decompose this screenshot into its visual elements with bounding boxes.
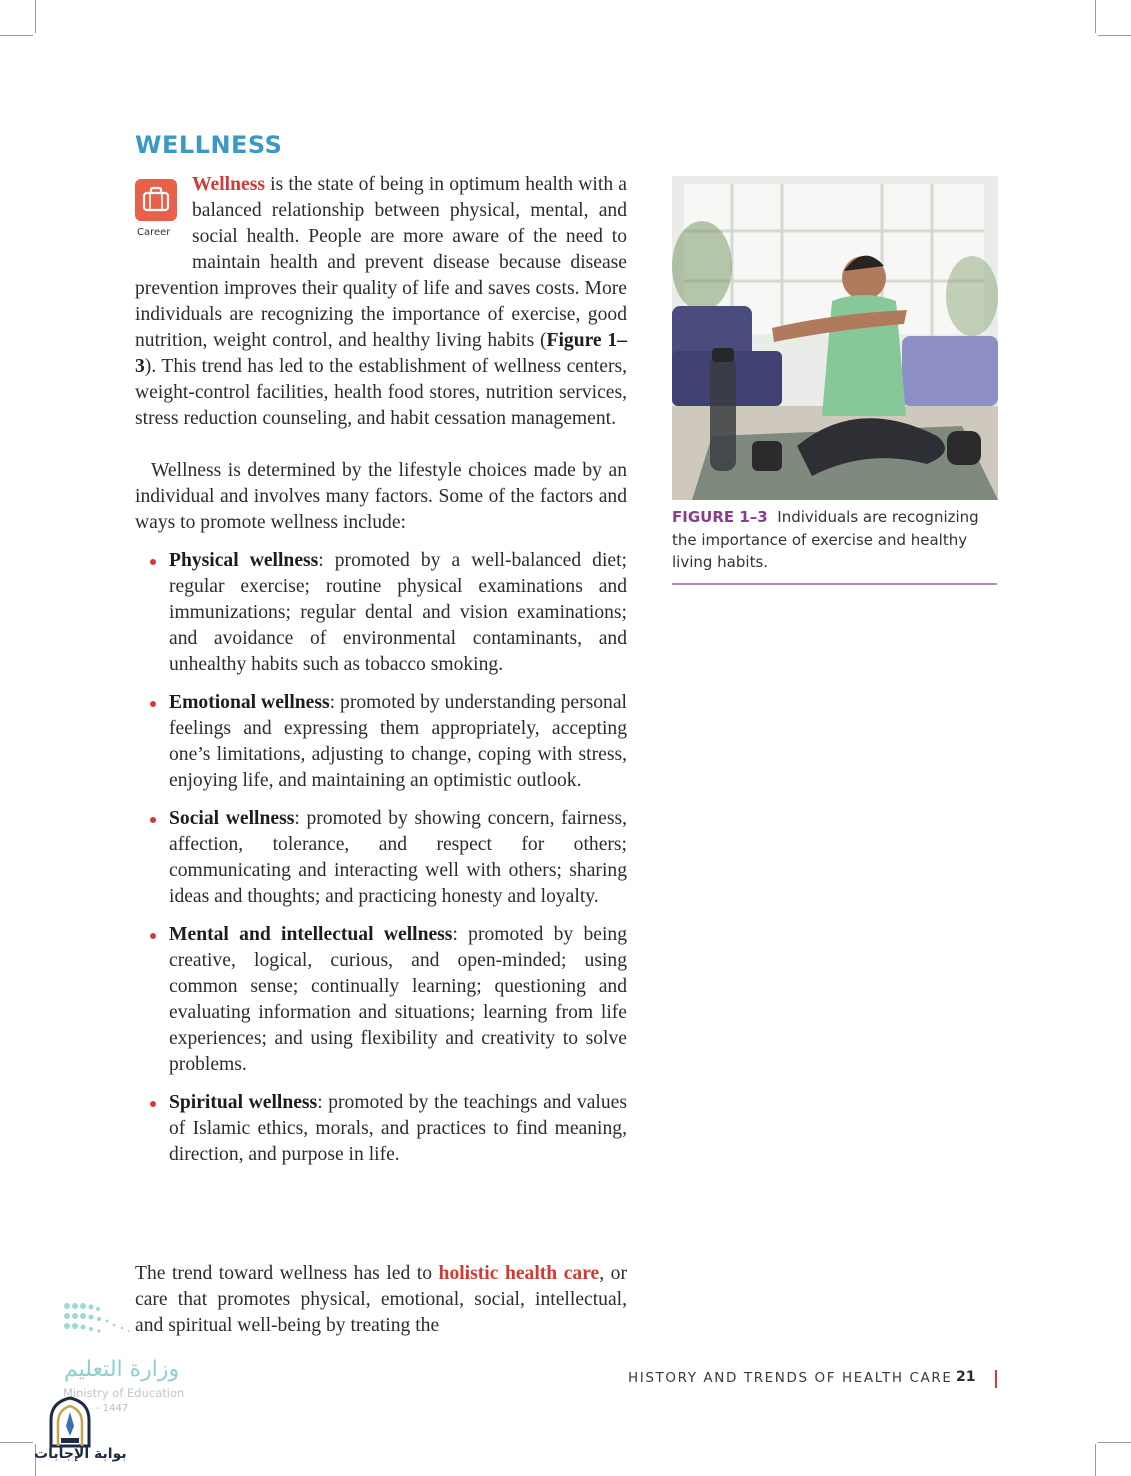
bullet-dot <box>150 701 156 707</box>
list-item-term: Social wellness <box>169 808 295 829</box>
paragraph-text: ). This trend has led to the establishment of wellness centers, weight-control facilities, health food stores, nutrition services, stress reduction counseling, and habit cessation management. <box>135 356 627 429</box>
paragraph-holistic-care <box>135 1261 627 1339</box>
list-item <box>135 806 627 910</box>
list-item <box>135 1090 627 1168</box>
paragraph-text: is the state of being in optimum health with a balanced relationship between physical, mental, and social health. People are more aware of the need to maintain health and prevent disease because disease prevention improves their quality of life and saves costs. More individuals are recognizing the importance of exercise, good nutrition, weight control, and healthy living habits ( <box>135 174 627 351</box>
key-term-holistic-health-care: holistic health care <box>438 1263 600 1284</box>
list-item-term: Emotional wellness <box>169 692 330 713</box>
list-item <box>135 922 627 1078</box>
list-item <box>135 690 627 794</box>
ministry-logo-dots-icon <box>62 1300 142 1340</box>
bullet-dot <box>150 559 156 565</box>
crop-mark <box>1095 1444 1096 1476</box>
paragraph-wellness-factors: Wellness is determined by the lifestyle choices made by an individual and involves many factors. Some of the factors and ways to promote wellness include: <box>135 460 627 533</box>
crop-mark <box>35 0 36 33</box>
ministry-name-english: Ministry of Education <box>63 1386 185 1400</box>
portal-mosque-logo-icon <box>47 1396 93 1448</box>
figure-photo <box>672 176 998 500</box>
crop-mark <box>0 1442 33 1443</box>
running-footer-title: HISTORY AND TRENDS OF HEALTH CARE <box>628 1370 953 1386</box>
wellness-factor-list <box>135 548 627 1180</box>
crop-mark <box>1098 1442 1131 1443</box>
bullet-dot <box>150 1101 156 1107</box>
list-item-term: Spiritual wellness <box>169 1092 318 1113</box>
list-item-term: Mental and intellectual wellness <box>169 924 453 945</box>
bullet-dot <box>150 817 156 823</box>
paragraph-text: The trend toward wellness has led to <box>135 1263 439 1284</box>
ministry-year: - 1447 <box>96 1403 129 1414</box>
footer-accent-bar <box>995 1370 997 1388</box>
section-heading: WELLNESS <box>135 131 283 159</box>
list-item <box>135 548 627 678</box>
list-item-text: : promoted by showing concern, fairness, affection, tolerance, and respect for others; communicating and interacting well with others; sharing ideas and thoughts; and practicing honesty and loyalty. <box>169 808 627 907</box>
figure-rule <box>672 583 997 585</box>
paragraph-wellness-definition <box>135 172 627 432</box>
figure-label: FIGURE 1–3 <box>672 508 768 526</box>
list-item-text: : promoted by a well-balanced diet; regular exercise; routine physical examinations and immunizations; regular dental and vision examinations; and avoidance of environmental contaminants, and unhealthy habits such as tobacco smoking. <box>169 550 627 675</box>
ministry-name-arabic: وزارة التعليم <box>64 1357 180 1382</box>
paragraph-text: , or care that promotes physical, emotional, social, intellectual, and spiritual well-being by treating the <box>135 1263 627 1336</box>
figure-reference[interactable]: Figure 1–3 <box>135 330 627 377</box>
figure-caption-text: Individuals are recognizing the importance of exercise and healthy living habits. <box>672 508 979 571</box>
crop-mark <box>1098 35 1131 36</box>
list-item-term: Physical wellness <box>169 550 319 571</box>
key-term-wellness: Wellness <box>192 174 265 195</box>
crop-mark <box>1095 0 1096 33</box>
page-number: 21 <box>956 1369 976 1385</box>
list-item-text: : promoted by being creative, logical, curious, and open-minded; using common sense; continually learning; questioning and evaluating information and situations; learning from life experiences; and using flexibility and creativity to solve problems. <box>169 924 627 1075</box>
career-label: Career <box>137 227 171 238</box>
portal-name: بوابة الإجابات <box>34 1446 127 1462</box>
crop-mark <box>0 35 33 36</box>
bullet-dot <box>150 933 156 939</box>
figure-caption <box>672 506 997 574</box>
list-item-text: : promoted by the teachings and values of Islamic ethics, morals, and practices to find meaning, direction, and purpose in life. <box>169 1092 627 1165</box>
list-item-text: : promoted by understanding personal feelings and expressing them appropriately, accepting one’s limitations, adjusting to change, coping with stress, enjoying life, and maintaining an optimistic outlook. <box>169 692 627 791</box>
